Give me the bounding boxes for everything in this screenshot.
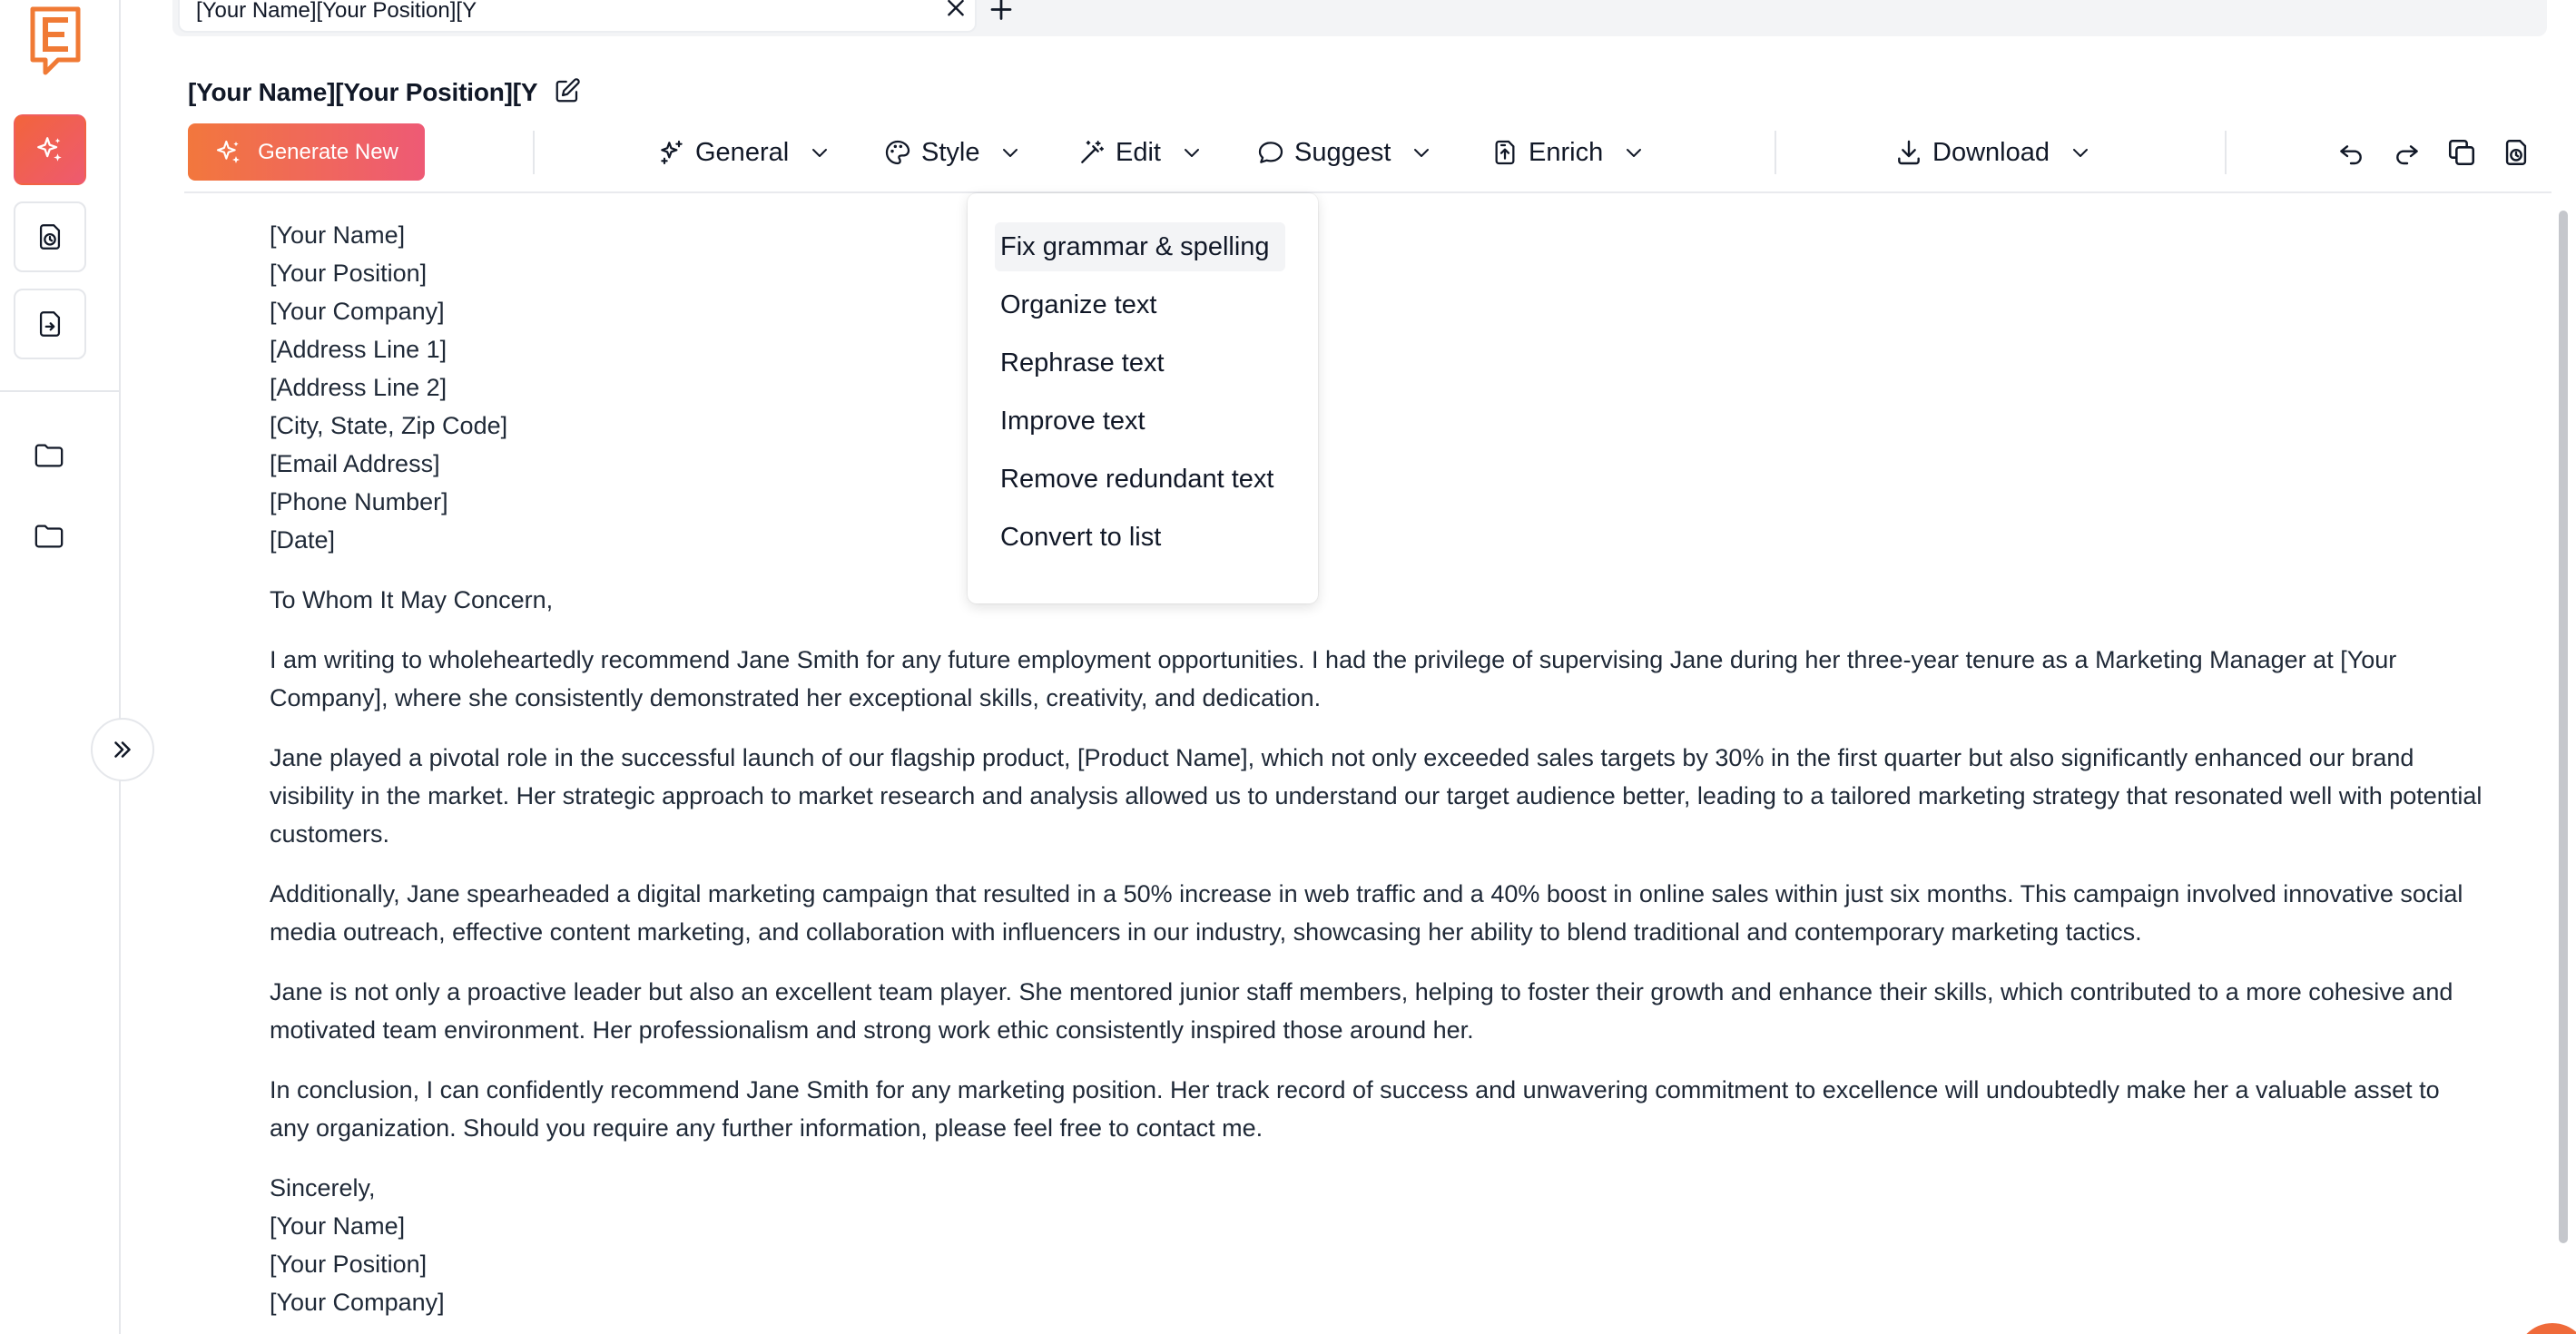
editor-scrollbar[interactable] bbox=[2559, 211, 2568, 1243]
sparkles-icon bbox=[34, 134, 65, 165]
left-rail bbox=[0, 0, 121, 1334]
menu-item-remove-redundant[interactable]: Remove redundant text bbox=[1000, 465, 1274, 494]
rename-button[interactable] bbox=[554, 77, 581, 109]
generate-new-label: Generate New bbox=[258, 139, 398, 164]
ai-writer-button[interactable] bbox=[14, 114, 86, 185]
header-line: [Your Company] bbox=[270, 298, 445, 325]
toolbar-divider bbox=[533, 131, 535, 174]
document-clock-icon bbox=[2501, 137, 2532, 168]
edit-dropdown-menu bbox=[968, 193, 1318, 603]
rail-divider bbox=[0, 390, 121, 392]
header-line: [Date] bbox=[270, 526, 336, 554]
header-line: [Your Position] bbox=[270, 260, 428, 287]
chevron-down-icon bbox=[1623, 142, 1645, 163]
close-icon bbox=[944, 0, 968, 24]
header-line: [Email Address] bbox=[270, 450, 440, 477]
body-paragraph: Jane is not only a proactive leader but also an excellent team player. She mentored junior staff members, helping to foster their growth and enhance their skills, which contributed to a more cohesive and motivated team environment. Her professionalism and strong work ethic consistently inspired those around her. bbox=[270, 978, 2453, 1044]
letter-e-logo-icon bbox=[27, 5, 84, 76]
document-export-icon bbox=[34, 309, 65, 339]
general-label: General bbox=[695, 137, 790, 167]
download-menu-button[interactable] bbox=[1894, 131, 2091, 174]
chevron-down-icon bbox=[1411, 142, 1432, 163]
chevron-down-icon bbox=[999, 142, 1021, 163]
sparkles-icon bbox=[657, 138, 686, 167]
folder-icon bbox=[34, 442, 64, 469]
toolbar-divider bbox=[1775, 131, 1776, 174]
document-upload-icon bbox=[1490, 138, 1519, 167]
general-menu-button[interactable] bbox=[657, 131, 831, 174]
toolbar-divider bbox=[2225, 131, 2227, 174]
edit-label: Edit bbox=[1116, 137, 1161, 167]
header-line: [City, State, Zip Code] bbox=[270, 412, 508, 439]
expand-sidebar-button[interactable] bbox=[91, 718, 154, 781]
chevron-down-icon bbox=[2070, 142, 2091, 163]
menu-item-organize-text[interactable]: Organize text bbox=[1000, 290, 1157, 319]
folder-button-2[interactable] bbox=[25, 513, 73, 560]
document-editor[interactable] bbox=[270, 216, 2484, 1321]
header-line: [Address Line 1] bbox=[270, 336, 447, 363]
signature-line: [Your Position] bbox=[270, 1251, 428, 1278]
chevron-down-icon bbox=[1181, 142, 1203, 163]
header-line: [Your Name] bbox=[270, 221, 406, 249]
style-label: Style bbox=[921, 137, 980, 167]
plus-icon bbox=[988, 0, 1015, 24]
menu-item-fix-grammar[interactable]: Fix grammar & spelling bbox=[995, 222, 1285, 271]
app-logo[interactable] bbox=[27, 5, 84, 76]
download-label: Download bbox=[1932, 137, 2050, 167]
body-paragraph: I am writing to wholeheartedly recommend Jane Smith for any future employment opportunities. I had the privilege of supervising Jane during her three-year tenure as a Marketing Manager at [Your Company], where she consistently demonstrated her exceptional skills, creativity, and dedication. bbox=[270, 646, 2397, 711]
document-tab[interactable] bbox=[178, 0, 977, 33]
body-paragraph: Jane played a pivotal role in the successful launch of our flagship product, [Product Name], which not only exceeded sales targets by 30% in the first quarter but also significantly enhanced our brand visibility in the market. Her strategic approach to market research and analysis allowed us to understand our target audience better, leading to a tailored marketing strategy that resonated well with potential customers. bbox=[270, 744, 2483, 848]
menu-item-rephrase-text[interactable]: Rephrase text bbox=[1000, 348, 1165, 378]
double-chevron-right-icon bbox=[109, 736, 136, 763]
generate-new-button[interactable] bbox=[188, 123, 425, 181]
toolbar-bottom-border bbox=[184, 191, 2551, 193]
salutation: To Whom It May Concern, bbox=[270, 586, 554, 613]
folder-icon bbox=[34, 523, 64, 550]
menu-item-convert-to-list[interactable]: Convert to list bbox=[1000, 523, 1162, 552]
document-title: [Your Name][Your Position][Y bbox=[188, 78, 538, 106]
edit-menu-button[interactable] bbox=[1077, 131, 1203, 174]
new-tab-button[interactable] bbox=[988, 0, 1015, 24]
sparkles-icon bbox=[214, 138, 243, 167]
suggest-menu-button[interactable] bbox=[1256, 131, 1432, 174]
undo-icon bbox=[2336, 138, 2365, 167]
version-history-button[interactable] bbox=[2494, 131, 2538, 174]
redo-icon bbox=[2393, 138, 2422, 167]
tab-title: [Your Name][Your Position][Y bbox=[196, 0, 477, 23]
header-line: [Address Line 2] bbox=[270, 374, 447, 401]
download-icon bbox=[1894, 138, 1923, 167]
body-paragraph: In conclusion, I can confidently recommend Jane Smith for any marketing position. Her track record of success and unwavering commitment to excellence will undoubtedly make her a valuable asset to any organization. Should you require any further information, please feel free to contact me. bbox=[270, 1076, 2440, 1142]
letter-signature bbox=[270, 1169, 2484, 1321]
enrich-menu-button[interactable] bbox=[1490, 131, 1645, 174]
undo-button[interactable] bbox=[2329, 131, 2373, 174]
copy-icon bbox=[2446, 137, 2477, 168]
copy-button[interactable] bbox=[2440, 131, 2483, 174]
letter-header bbox=[270, 216, 2484, 559]
menu-item-improve-text[interactable]: Improve text bbox=[1000, 407, 1145, 436]
magic-wand-icon bbox=[1077, 138, 1106, 167]
body-paragraph: Additionally, Jane spearheaded a digital marketing campaign that resulted in a 50% increase in web traffic and a 40% boost in online sales within just six months. This campaign involved innovative social media outreach, effective content marketing, and collaboration with influencers in our industry, showcasing her ability to blend traditional and contemporary marketing tactics. bbox=[270, 880, 2463, 946]
chevron-down-icon bbox=[809, 142, 831, 163]
enrich-label: Enrich bbox=[1529, 137, 1604, 167]
palette-icon bbox=[883, 138, 912, 167]
style-menu-button[interactable] bbox=[883, 131, 1021, 174]
close-tab-button[interactable] bbox=[944, 0, 968, 24]
header-line: [Phone Number] bbox=[270, 488, 448, 515]
suggest-label: Suggest bbox=[1294, 137, 1391, 167]
history-button[interactable] bbox=[14, 201, 86, 272]
redo-button[interactable] bbox=[2385, 131, 2429, 174]
closing: Sincerely, bbox=[270, 1174, 376, 1202]
export-button[interactable] bbox=[14, 289, 86, 359]
signature-line: [Your Company] bbox=[270, 1289, 445, 1316]
chat-bubble-icon bbox=[1256, 138, 1285, 167]
document-clock-icon bbox=[34, 221, 65, 252]
document-title-row bbox=[188, 74, 581, 111]
tab-bar bbox=[172, 0, 2547, 36]
pencil-square-icon bbox=[554, 77, 581, 104]
folder-button-1[interactable] bbox=[25, 432, 73, 479]
signature-line: [Your Name] bbox=[270, 1212, 406, 1240]
help-widget-button[interactable] bbox=[2516, 1323, 2576, 1334]
